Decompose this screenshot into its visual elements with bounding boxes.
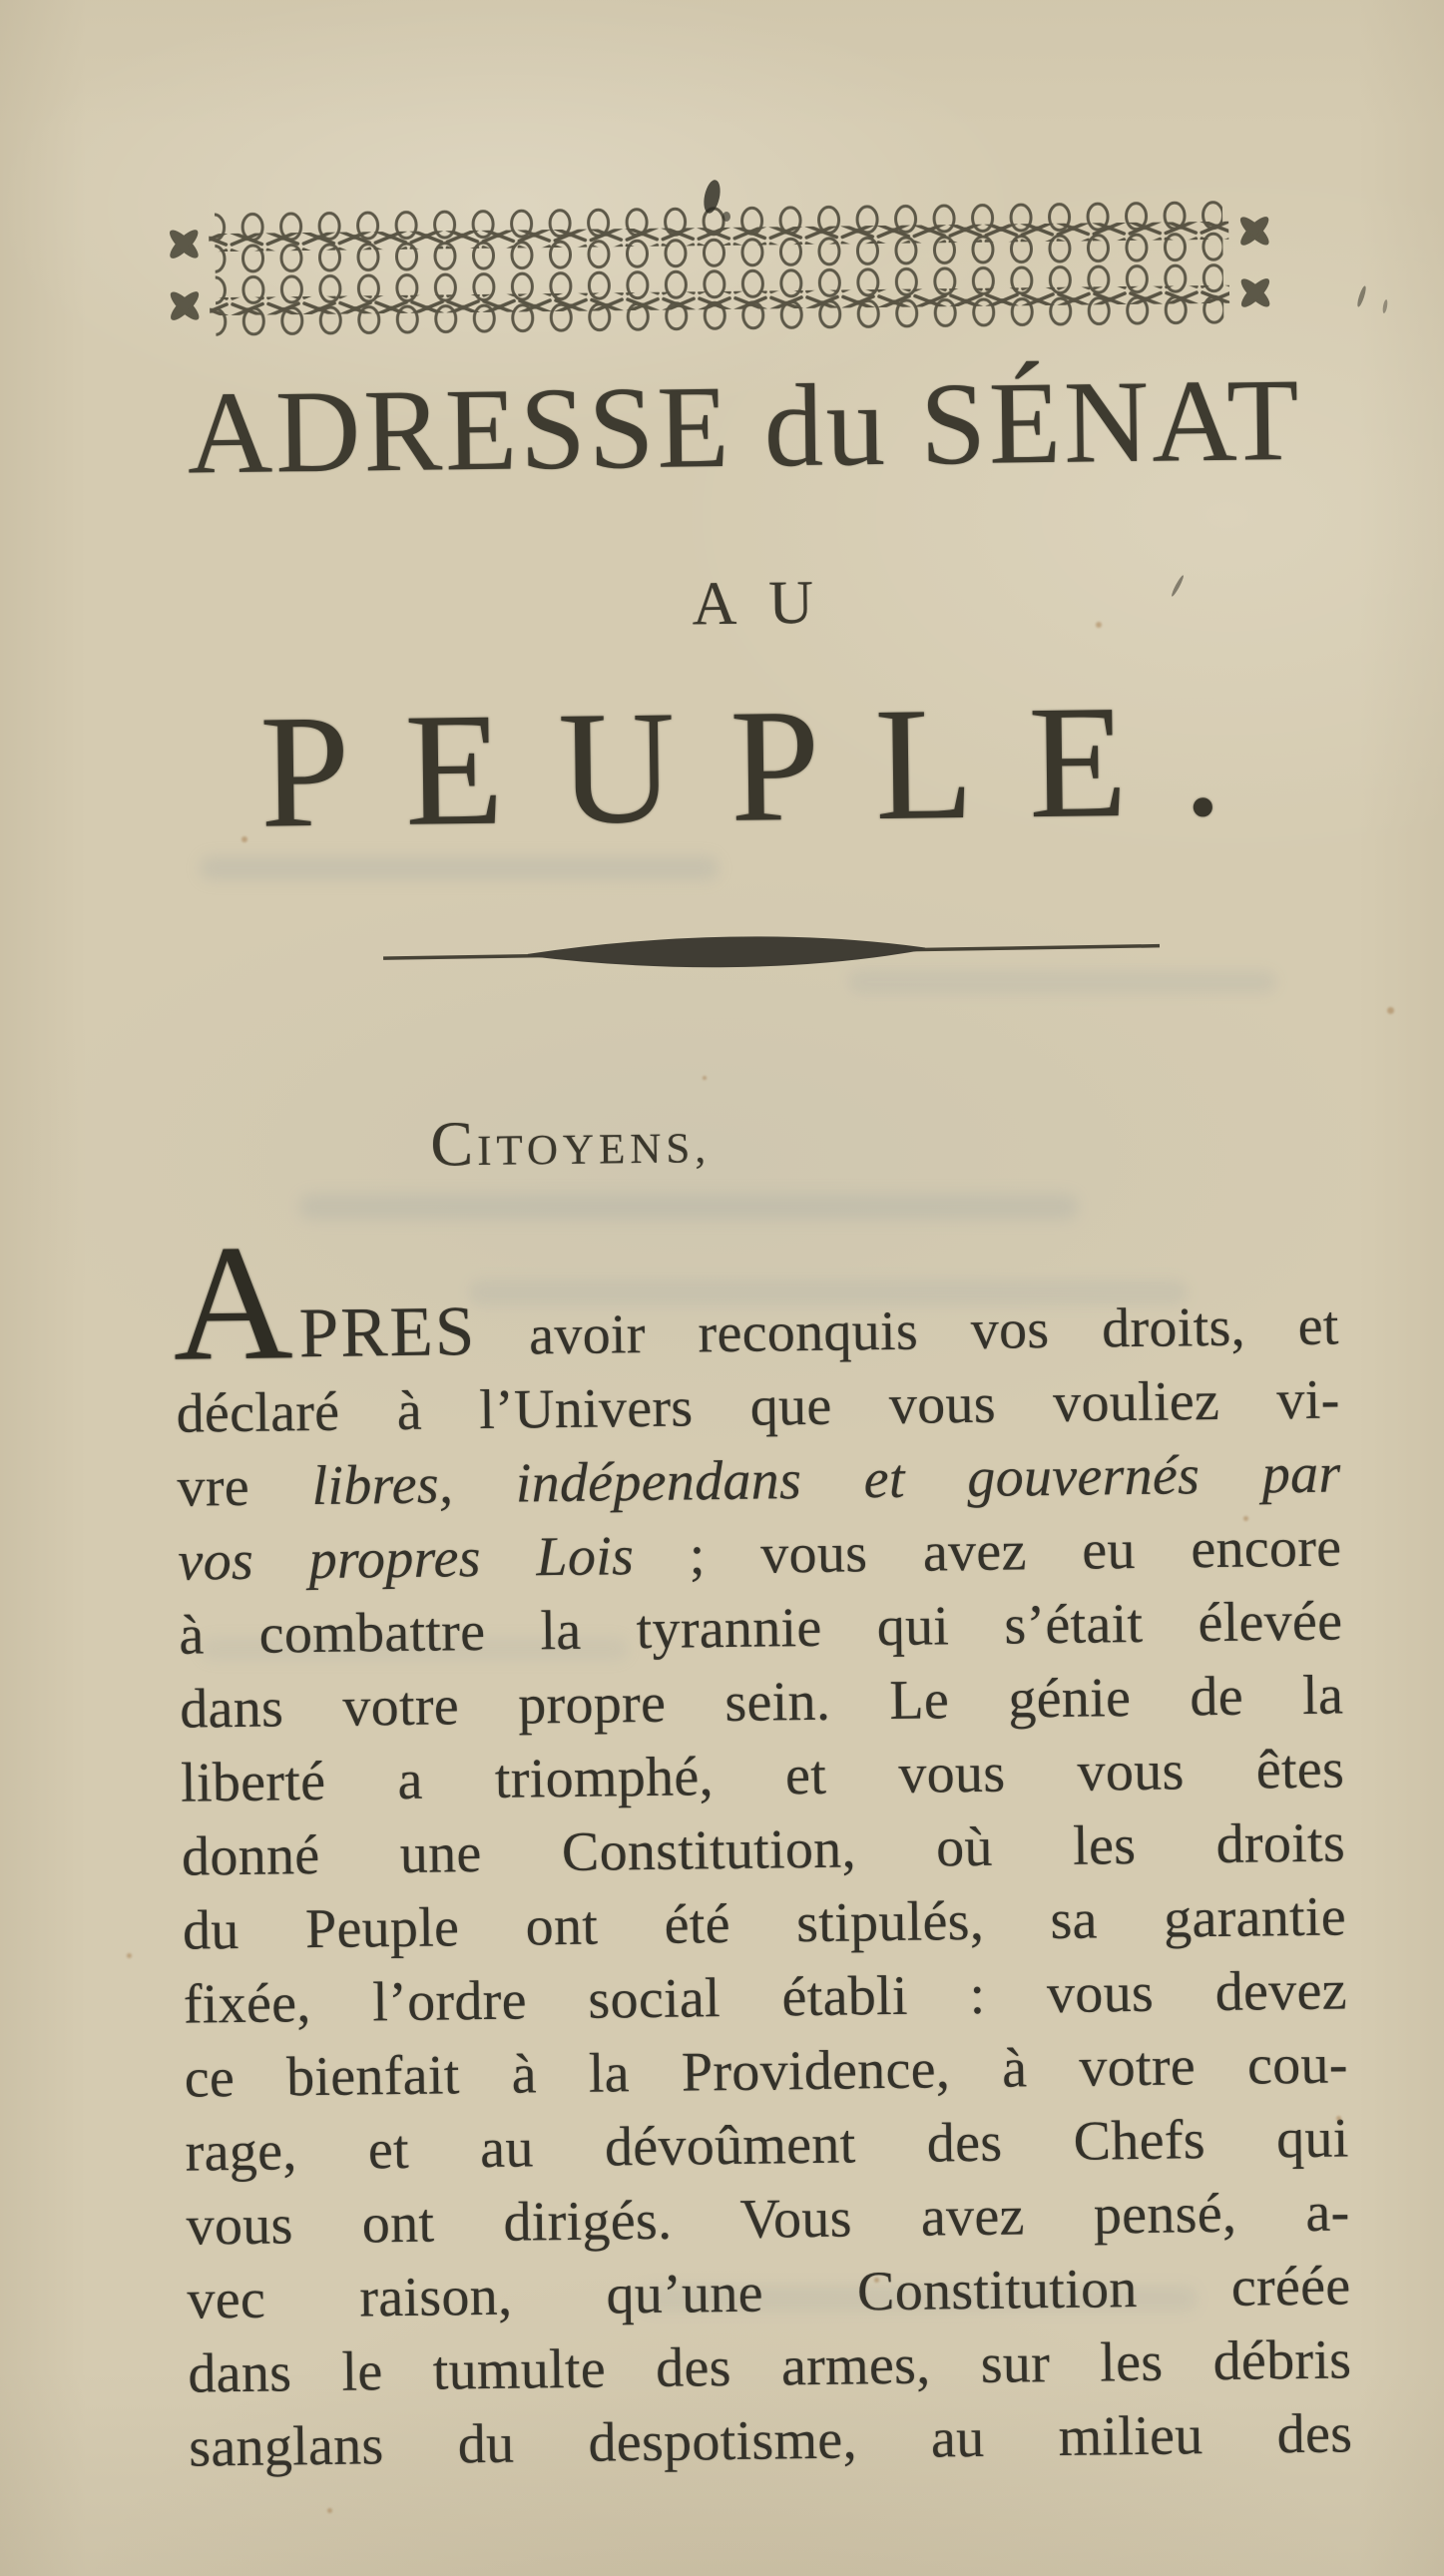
- text-segment: dans votre propre sein. Le génie de la: [179, 1664, 1344, 1741]
- text-line: [182, 1805, 1346, 1893]
- text-segment: du Peuple ont été stipulés, sa garantie: [182, 1885, 1347, 1962]
- text-segment: PRES: [298, 1292, 477, 1373]
- salutation-rest: ITOYENS,: [476, 1125, 712, 1176]
- foxing-dot: [1336, 2116, 1341, 2121]
- text-line: [176, 1362, 1340, 1450]
- text-segment: donné une Constitution, où les droits: [181, 1811, 1346, 1888]
- foxing-dot: [327, 2508, 332, 2513]
- ornamental-header-band: [157, 199, 1282, 338]
- text-line: [175, 1288, 1339, 1376]
- text-line: [185, 2101, 1349, 2189]
- salutation-initial: C: [429, 1108, 478, 1180]
- text-segment: avoir reconquis vos droits, et: [476, 1294, 1340, 1368]
- title-preposition: AU: [692, 568, 846, 639]
- text-segment: ce bienfait à la Providence, à votre cou-: [184, 2033, 1349, 2110]
- body-text: [175, 1288, 1352, 2484]
- text-line: [178, 1510, 1342, 1598]
- text-segment: dans le tumulte des armes, sur les débris: [188, 2328, 1352, 2405]
- text-segment: rage, et au dévoûment des Chefs qui: [185, 2107, 1349, 2184]
- salutation: [430, 1104, 711, 1181]
- text-segment: liberté a triomphé, et vous vous êtes: [180, 1738, 1345, 1814]
- text-segment: à combattre la tyrannie qui s’était élevée: [178, 1590, 1343, 1667]
- foxing-dot: [241, 836, 247, 842]
- text-segment: vre: [177, 1455, 312, 1519]
- text-segment: sanglans du despotisme, au milieu des: [188, 2402, 1353, 2479]
- document-title: ADRESSE du SÉNAT: [187, 353, 1303, 499]
- dropcap-letter: A: [172, 1210, 294, 1395]
- text-segment: libres, indépendans et gouvernés par: [311, 1442, 1341, 1518]
- text-line: [177, 1436, 1341, 1524]
- title-main-word: PEUPLE.: [258, 671, 1279, 862]
- foxing-dot: [127, 1953, 132, 1958]
- text-segment: vec raison, qu’une Constitution créée: [187, 2255, 1351, 2331]
- divider-ornament: [381, 919, 1163, 987]
- text-segment: fixée, l’ordre social établi : vous devez: [183, 1959, 1348, 2036]
- foxing-dot: [1243, 1516, 1248, 1521]
- text-line: [187, 2249, 1351, 2336]
- text-line: [180, 1658, 1344, 1746]
- text-line: [189, 2396, 1353, 2484]
- text-segment: ; vous avez eu encore: [633, 1516, 1342, 1588]
- ink-speck: [722, 212, 730, 222]
- text-segment: vous ont dirigés. Vous avez pensé, a-: [186, 2181, 1350, 2258]
- text-line: [181, 1732, 1345, 1819]
- foxing-dot: [1387, 1007, 1394, 1014]
- text-segment: déclaré à l’Univers que vous vouliez vi-: [176, 1368, 1340, 1445]
- text-line: [188, 2322, 1352, 2410]
- text-line: [186, 2175, 1350, 2263]
- text-segment: vos propres Lois: [178, 1525, 635, 1593]
- foxing-dot: [874, 2278, 879, 2283]
- text-line: [184, 2027, 1348, 2115]
- text-line: [183, 1879, 1347, 1967]
- text-line: [179, 1584, 1343, 1672]
- text-line: [183, 1953, 1347, 2041]
- foxing-dot: [1096, 622, 1102, 628]
- foxing-dot: [703, 1076, 707, 1080]
